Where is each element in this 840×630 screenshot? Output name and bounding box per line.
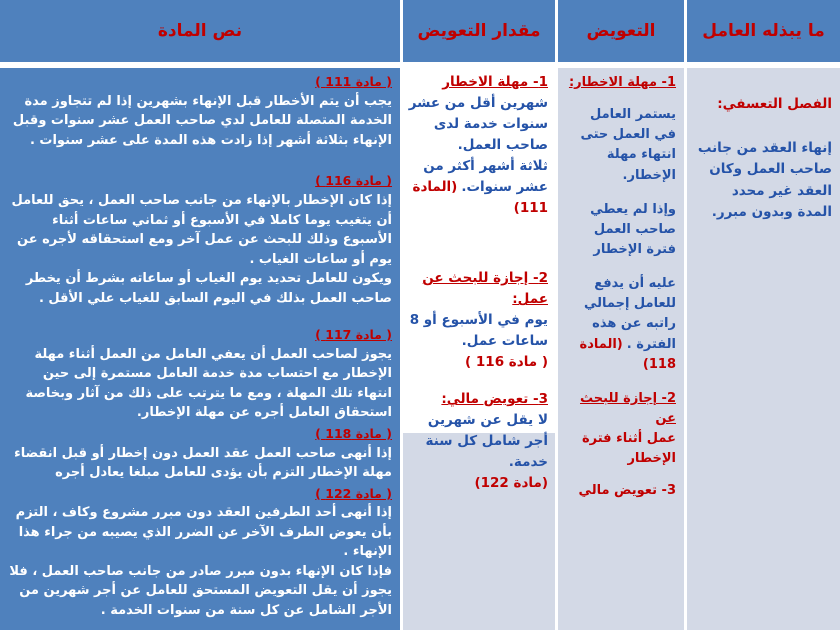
article-117	[8, 326, 392, 423]
amount-item-3-body: لا يقل عن شهرين أجر شامل كل سنة خدمة.	[425, 411, 548, 470]
article-116-text-1: إذا كان الإخطار بالإنهاء من جانب صاحب العمل ، يحق للعامل أن يتغيب يوما كاملا في الأسبوع أو ثماني ساعات أثناء الأسبوع وذلك للبحث عن عمل آخر ومع استحقاقه لأجره عن يوم أو ساعات الغياب .	[11, 193, 392, 267]
compensation-paragraph-3: عليه أن يدفع للعامل إجمالي راتبه عن هذه الفترة .(المادة 118)	[579, 276, 676, 372]
arbitrary-dismissal-body: إنهاء العقد من جانب صاحب العمل وكان العقد غير محدد المدة وبدون مبرر.	[697, 139, 832, 221]
amount-item-3-ref: (مادة 122)	[474, 474, 548, 491]
article-111-ref: ( مادة 111 )	[315, 74, 392, 89]
amount-item-financial-compensation	[408, 389, 548, 494]
amount-item-1-ref: (المادة 111)	[412, 178, 548, 216]
article-111	[8, 73, 392, 150]
compensation-item-3: 3- تعويض مالي	[578, 483, 676, 499]
amount-item-1-body2: ثلاثة أشهر أكثر من عشر سنوات.(المادة 111)	[412, 157, 548, 216]
header-cell-article-text	[0, 0, 400, 62]
compensation-item-2-line2: عمل أثناء فترة الإخطار	[581, 431, 676, 467]
article-122-text-2: فإذا كان الإنهاء بدون مبرر صادر من جانب صاحب العمل ، فلا يجوز أن يقل التعويض المستحق للعامل عن أجر شهرين من الأجر الشامل عن كل سنة من سنوات الخدمة .	[9, 563, 392, 618]
amount-item-1-body: شهرين أقل من عشر سنوات خدمة لدى صاحب العمل.	[408, 94, 548, 153]
column-article-text	[0, 68, 400, 630]
header-label-worker-effort: ما يبذله العامل	[702, 21, 825, 41]
amount-item-2-heading: 2- إجازة للبحث عن عمل:	[422, 270, 548, 308]
amount-item-2-body: يوم في الأسبوع أو 8 ساعات عمل.	[409, 312, 548, 350]
article-118	[8, 425, 392, 483]
header-cell-compensation	[558, 0, 684, 62]
article-111-text: يجب أن يتم الأخطار قبل الإنهاء بشهرين إذا لم تتجاوز مدة الخدمة المتصلة للعامل لدي صاحب العمل عشر سنوات وقبل الإنهاء بثلاثة أشهر إذا زادت هذه المدة على عشر سنوات .	[12, 93, 392, 148]
amount-item-1-heading: 1- مهلة الاخطار	[442, 74, 548, 90]
compensation-item-2	[564, 389, 676, 470]
column-compensation	[558, 68, 684, 630]
header-label-article-text: نص المادة	[157, 21, 243, 41]
article-116-ref: ( مادة 116 )	[315, 173, 392, 189]
header-label-compensation: التعويض	[586, 21, 656, 41]
compensation-item-2-line1: 2- إجازة للبحث عن	[580, 390, 676, 426]
article-122-text-1: إذا أنهى أحد الطرفين العقد دون مبرر مشروع وكاف ، التزم بأن يعوض الطرف الآخر عن الضرر الذي يصيبه من جراء هذا الإنهاء .	[15, 505, 392, 560]
header-label-compensation-amount: مقدار التعويض	[417, 21, 541, 41]
article-117-ref: ( مادة 117 )	[315, 327, 392, 342]
amount-item-job-search-leave	[408, 268, 548, 373]
article-117-text: يجوز لصاحب العمل أن يعفي العامل من العمل أثناء مهلة الإخطار مع احتساب مدة خدمة العامل مستمرة إلى حين انتهاء تلك المهلة ، ومع ما يترتب على ذلك من آثار وبخاصة استحقاق العامل أجره عن مهلة الإخطار.	[25, 346, 392, 421]
compensation-paragraph-2: وإذا لم يعطي صاحب العمل فترة الإخطار	[590, 201, 676, 257]
amount-item-2-ref: ( مادة 116 )	[465, 354, 548, 371]
article-116	[8, 172, 392, 308]
column-compensation-amount	[403, 68, 555, 630]
amount-item-notice-period	[408, 72, 548, 218]
compensation-item-1-heading: 1- مهلة الاخطار:	[568, 75, 676, 90]
arbitrary-dismissal-heading: الفصل التعسفي:	[717, 96, 832, 112]
column-worker-effort	[687, 68, 840, 630]
article-122	[8, 485, 392, 621]
compensation-paragraph-1: يستمر العامل في العمل حتى انتهاء مهلة الإخطار.	[580, 107, 676, 183]
amount-item-3-heading: 3- تعويض مالي:	[441, 391, 548, 408]
header-cell-compensation-amount	[403, 0, 555, 62]
header-cell-worker-effort	[687, 0, 840, 62]
article-118-ref: ( مادة 118 )	[315, 425, 392, 441]
article-118-text: إذا أنهى صاحب العمل عقد العمل دون إخطار أو قبل انقضاء مهلة الإخطار التزم بأن يؤدى للعامل مبلغا يعادل أجره	[14, 445, 392, 480]
article-116-text-2: ويكون للعامل تحديد يوم الغياب أو ساعاته بشرط أن يخطر صاحب العمل بذلك في اليوم السابق للغياب علي الأقل .	[25, 271, 392, 306]
compensation-paragraph-3-ref: (المادة 118)	[579, 336, 676, 372]
article-122-ref: ( مادة 122 )	[315, 485, 392, 501]
